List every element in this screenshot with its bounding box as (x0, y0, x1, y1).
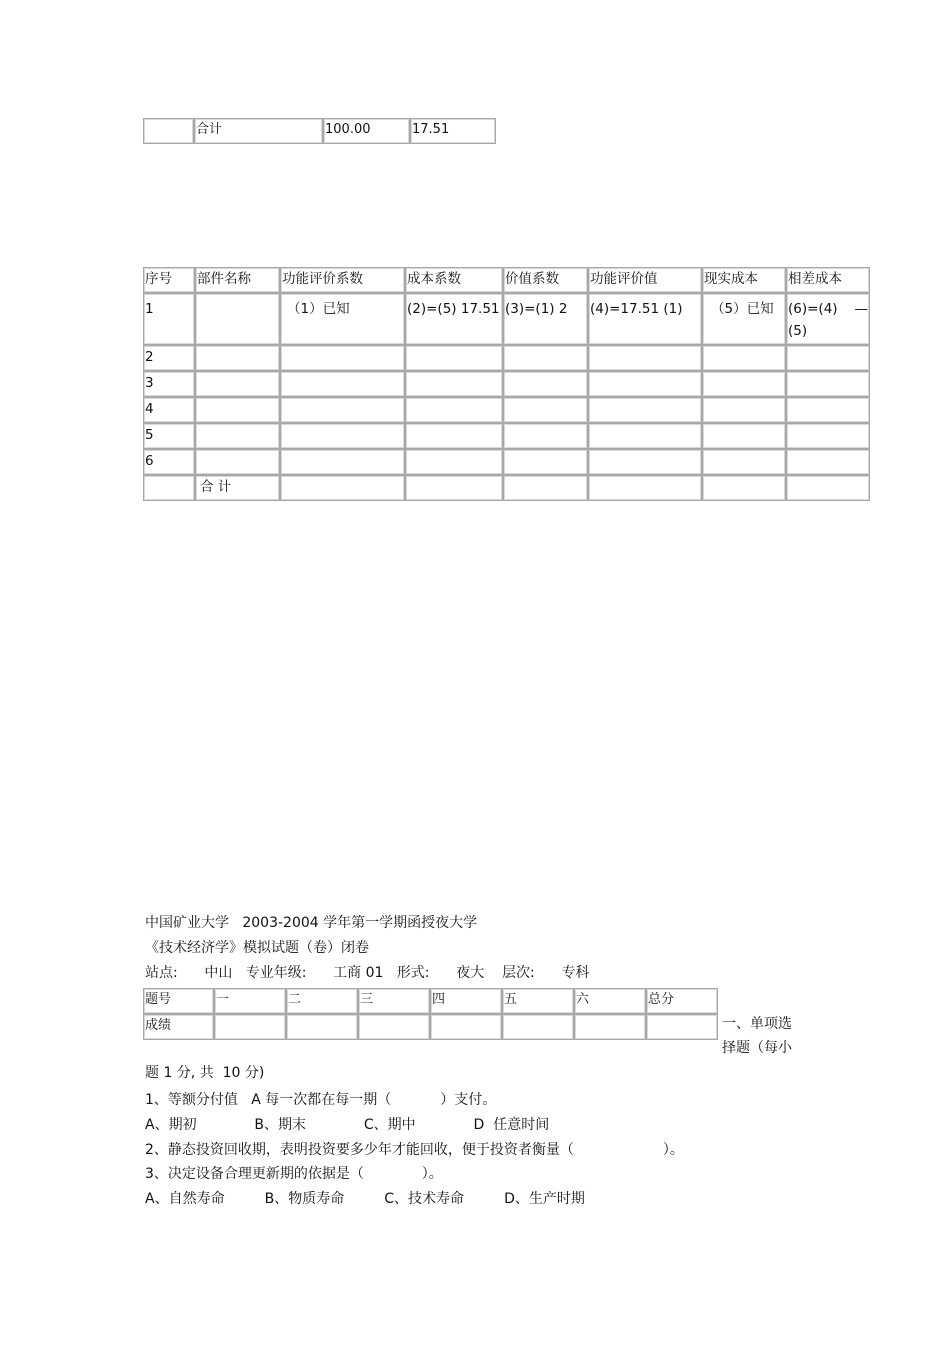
table-cell (503, 423, 588, 449)
table-cell (503, 475, 588, 501)
table-cell (702, 345, 786, 371)
table-cell (143, 118, 194, 144)
table-cell (405, 423, 503, 449)
table-cell (195, 397, 280, 423)
table-cell (214, 1014, 286, 1040)
table-cell (195, 371, 280, 397)
column-header: 成本系数 (405, 267, 503, 293)
table-row (143, 345, 870, 371)
table-cell (280, 397, 405, 423)
dash-mark: — (854, 301, 868, 317)
formula-text: (6)=(4) (788, 301, 838, 317)
row-index: 1 (143, 293, 195, 345)
table-cell (786, 345, 870, 371)
column-header: 功能评价值 (588, 267, 702, 293)
table-cell (702, 371, 786, 397)
formula-text: (5) (788, 323, 808, 339)
table-cell: (2)=(5) 17.51 (405, 293, 503, 345)
column-header: 序号 (143, 267, 195, 293)
table-cell (702, 397, 786, 423)
column-header: 相差成本 (786, 267, 870, 293)
table-row (143, 423, 870, 449)
table-cell (405, 397, 503, 423)
column-header: 六 (574, 988, 646, 1014)
column-header: 功能评价系数 (280, 267, 405, 293)
table-cell (430, 1014, 502, 1040)
table-cell: （5）已知 (702, 293, 786, 345)
table-cell (280, 371, 405, 397)
table-cell (503, 345, 588, 371)
table-cell (588, 449, 702, 475)
section-heading-part3: 题 1 分, 共 10 分) (145, 1065, 265, 1081)
table-cell (702, 423, 786, 449)
table-row (143, 118, 496, 144)
section-heading-part1: 一、单项选 (722, 1016, 792, 1032)
formula-line (788, 298, 868, 320)
table-cell: （1）已知 (280, 293, 405, 345)
table-row (143, 449, 870, 475)
table-cell (358, 1014, 430, 1040)
table-cell (588, 423, 702, 449)
table-cell (786, 475, 870, 501)
table-row (143, 475, 870, 501)
column-header: 现实成本 (702, 267, 786, 293)
column-header: 三 (358, 988, 430, 1014)
table-cell (503, 397, 588, 423)
score-table (143, 988, 718, 1040)
question-1-options: A、期初 B、期末 C、期中 D 任意时间 (145, 1117, 550, 1133)
table-cell (786, 449, 870, 475)
table-cell (286, 1014, 358, 1040)
function-evaluation-table (143, 267, 870, 501)
row-index: 2 (143, 345, 195, 371)
table-cell (143, 475, 195, 501)
table-cell: (4)=17.51 (1) (588, 293, 702, 345)
table-cell (786, 293, 870, 345)
question-2: 2、静态投资回收期，表明投资要多少年才能回收，便于投资者衡量（ ）。 (145, 1142, 684, 1158)
column-header: 总分 (646, 988, 718, 1014)
table-cell (280, 475, 405, 501)
table-cell (503, 371, 588, 397)
exam-title-line: 《技术经济学》模拟试题（卷）闭卷 (145, 940, 369, 956)
table-row (143, 397, 870, 423)
table-cell (646, 1014, 718, 1040)
table-cell (702, 475, 786, 501)
table-cell: 100.00 (323, 118, 410, 144)
column-header: 价值系数 (503, 267, 588, 293)
table-header-row (143, 267, 870, 293)
table-cell (405, 475, 503, 501)
table-cell (405, 345, 503, 371)
total-label: 合 计 (195, 475, 280, 501)
table-row (143, 293, 870, 345)
column-header: 二 (286, 988, 358, 1014)
table-row (143, 1014, 718, 1040)
question-3: 3、决定设备合理更新期的依据是（ ）。 (145, 1166, 443, 1182)
table-row (143, 371, 870, 397)
table-cell (503, 449, 588, 475)
table-cell: (3)=(1) 2 (503, 293, 588, 345)
table-cell (195, 293, 280, 345)
table-cell (588, 475, 702, 501)
table-cell (502, 1014, 574, 1040)
table-cell (786, 371, 870, 397)
table-cell (195, 423, 280, 449)
section-heading-part2: 择题（每小 (722, 1040, 792, 1056)
total-summary-table (143, 118, 496, 144)
table-cell: 17.51 (410, 118, 496, 144)
column-header: 题号 (143, 988, 214, 1014)
column-header: 五 (502, 988, 574, 1014)
table-cell (405, 449, 503, 475)
exam-info-line: 站点: 中山 专业年级: 工商 01 形式: 夜大 层次: 专科 (145, 965, 590, 981)
table-cell (786, 397, 870, 423)
table-cell (574, 1014, 646, 1040)
table-cell (280, 345, 405, 371)
table-header-row (143, 988, 718, 1014)
row-label: 成绩 (143, 1014, 214, 1040)
table-cell (280, 423, 405, 449)
table-cell: 合计 (194, 118, 323, 144)
table-cell (702, 449, 786, 475)
table-cell (405, 371, 503, 397)
row-index: 3 (143, 371, 195, 397)
column-header: 一 (214, 988, 286, 1014)
row-index: 6 (143, 449, 195, 475)
table-cell (786, 423, 870, 449)
table-cell (588, 371, 702, 397)
column-header: 部件名称 (195, 267, 280, 293)
question-3-options: A、自然寿命 B、物质寿命 C、技术寿命 D、生产时期 (145, 1191, 585, 1207)
table-cell (280, 449, 405, 475)
row-index: 4 (143, 397, 195, 423)
table-cell (195, 345, 280, 371)
exam-school-line: 中国矿业大学 2003-2004 学年第一学期函授夜大学 (145, 915, 478, 931)
table-cell (195, 449, 280, 475)
question-1: 1、等额分付值 A 每一次都在每一期（ ）支付。 (145, 1092, 497, 1108)
table-cell (588, 397, 702, 423)
table-cell (588, 345, 702, 371)
column-header: 四 (430, 988, 502, 1014)
row-index: 5 (143, 423, 195, 449)
